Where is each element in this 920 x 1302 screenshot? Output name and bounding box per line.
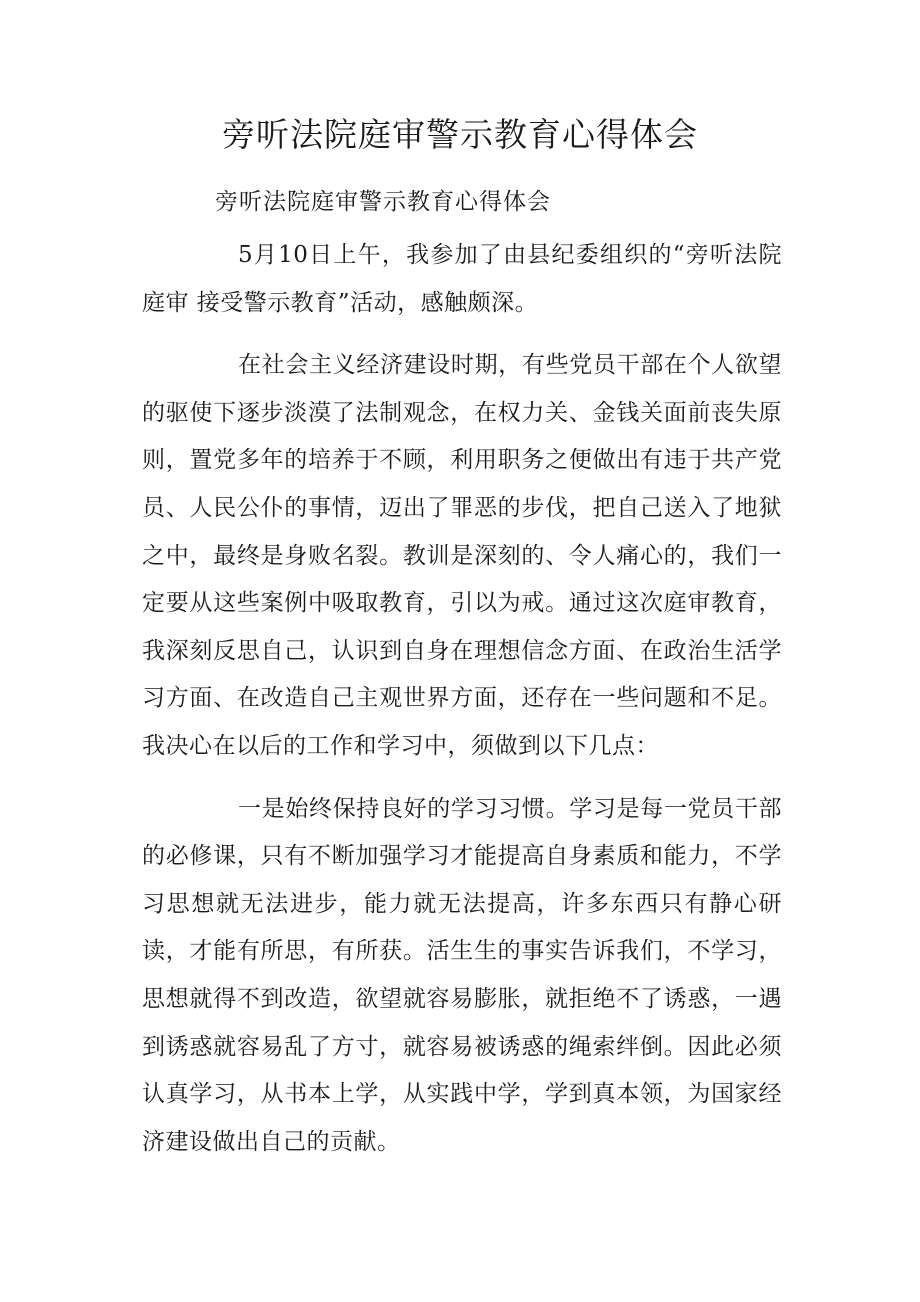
document-body — [142, 232, 782, 1166]
paragraph-intro: 5月10日上午，我参加了由县纪委组织的“旁听法院庭审 接受警示教育”活动，感触颇深。 — [142, 242, 782, 316]
document-subtitle: 旁听法院庭审警示教育心得体会 — [215, 189, 551, 215]
document-title: 旁听法院庭审警示教育心得体会 — [222, 115, 698, 154]
paragraph-reflection: 在社会主义经济建设时期，有些党员干部在个人欲望的驱使下逐步淡漠了法制观念，在权力关、金钱关面前丧失原则，置党多年的培养于不顾，利用职务之便做出有违于共产党员、人民公仆的事情，迈出了罪恶的步伐，把自己送入了地狱之中，最终是身败名裂。教训是深刻的、令人痛心的，我们一定要从这些案例中吸取教育，引以为戒。通过这次庭审教育，我深刻反思自己，认识到自身在理想信念方面、在政治生活学习方面、在改造自己主观世界方面，还存在一些问题和不足。我决心在以后的工作和学习中，须做到以下几点： — [142, 352, 782, 759]
paragraph-point-one: 一是始终保持良好的学习习惯。学习是每一党员干部的必修课，只有不断加强学习才能提高自身素质和能力，不学习思想就无法进步，能力就无法提高，许多东西只有静心研读，才能有所思，有所获。活生生的事实告诉我们，不学习，思想就得不到改造，欲望就容易膨胀，就拒绝不了诱惑，一遇到诱惑就容易乱了方寸，就容易被诱惑的绳索绊倒。因此必须认真学习，从书本上学，从实践中学，学到真本领，为国家经济建设做出自己的贡献。 — [142, 795, 782, 1155]
